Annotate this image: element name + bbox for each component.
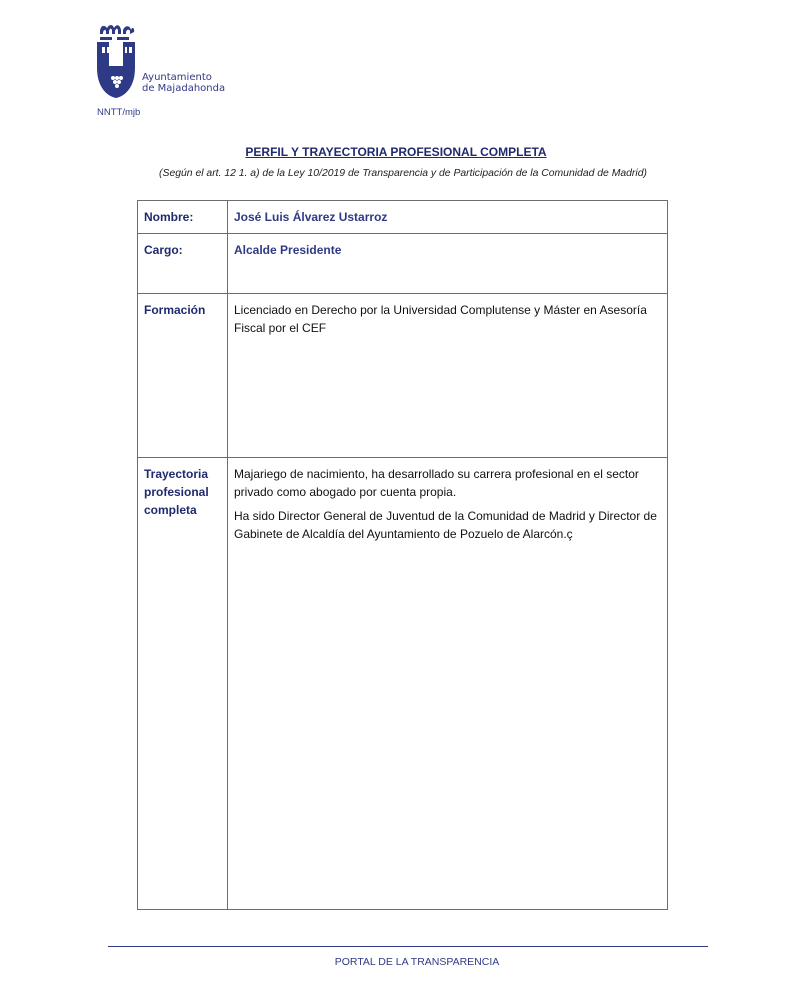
page-subtitle: (Según el art. 12 1. a) de la Ley 10/2019 de Transparencia y de Participación de la Comunidad de Madrid) bbox=[159, 168, 647, 179]
trayectoria-label: Trayectoria profesional completa bbox=[138, 458, 228, 910]
trayectoria-paragraph-1: Majariego de nacimiento, ha desarrollado su carrera profesional en el sector privado como abogado por cuenta propia. bbox=[234, 467, 639, 499]
name-value: José Luis Álvarez Ustarroz bbox=[228, 201, 668, 234]
logo-line-2: de Majadahonda bbox=[142, 83, 226, 94]
trayectoria-paragraph-2: Ha sido Director General de Juventud de la Comunidad de Madrid y Director de Gabinete de Alcaldía del Ayuntamiento de Pozuelo de Alarcón.ç bbox=[234, 509, 657, 541]
page-title: PERFIL Y TRAYECTORIA PROFESIONAL COMPLETA bbox=[245, 145, 547, 159]
row-cargo bbox=[138, 234, 668, 294]
municipal-logo bbox=[94, 22, 234, 102]
name-label: Nombre: bbox=[138, 201, 228, 234]
logo-line-1: Ayuntamiento bbox=[142, 72, 212, 83]
cargo-value: Alcalde Presidente bbox=[228, 234, 668, 294]
profile-table bbox=[137, 200, 668, 910]
trayectoria-value bbox=[228, 458, 668, 910]
cargo-label: Cargo: bbox=[138, 234, 228, 294]
row-formacion bbox=[138, 294, 668, 458]
document-reference: NNTT/mjb bbox=[97, 107, 141, 118]
footer-portal-label: PORTAL DE LA TRANSPARENCIA bbox=[334, 956, 500, 968]
row-trayectoria bbox=[138, 458, 668, 910]
logo-caption bbox=[142, 72, 225, 94]
footer-divider bbox=[108, 946, 708, 947]
coat-of-arms-icon bbox=[94, 22, 140, 100]
formacion-value: Licenciado en Derecho por la Universidad Complutense y Máster en Asesoría Fiscal por el CEF bbox=[228, 294, 668, 458]
formacion-label: Formación bbox=[138, 294, 228, 458]
row-nombre bbox=[138, 201, 668, 234]
